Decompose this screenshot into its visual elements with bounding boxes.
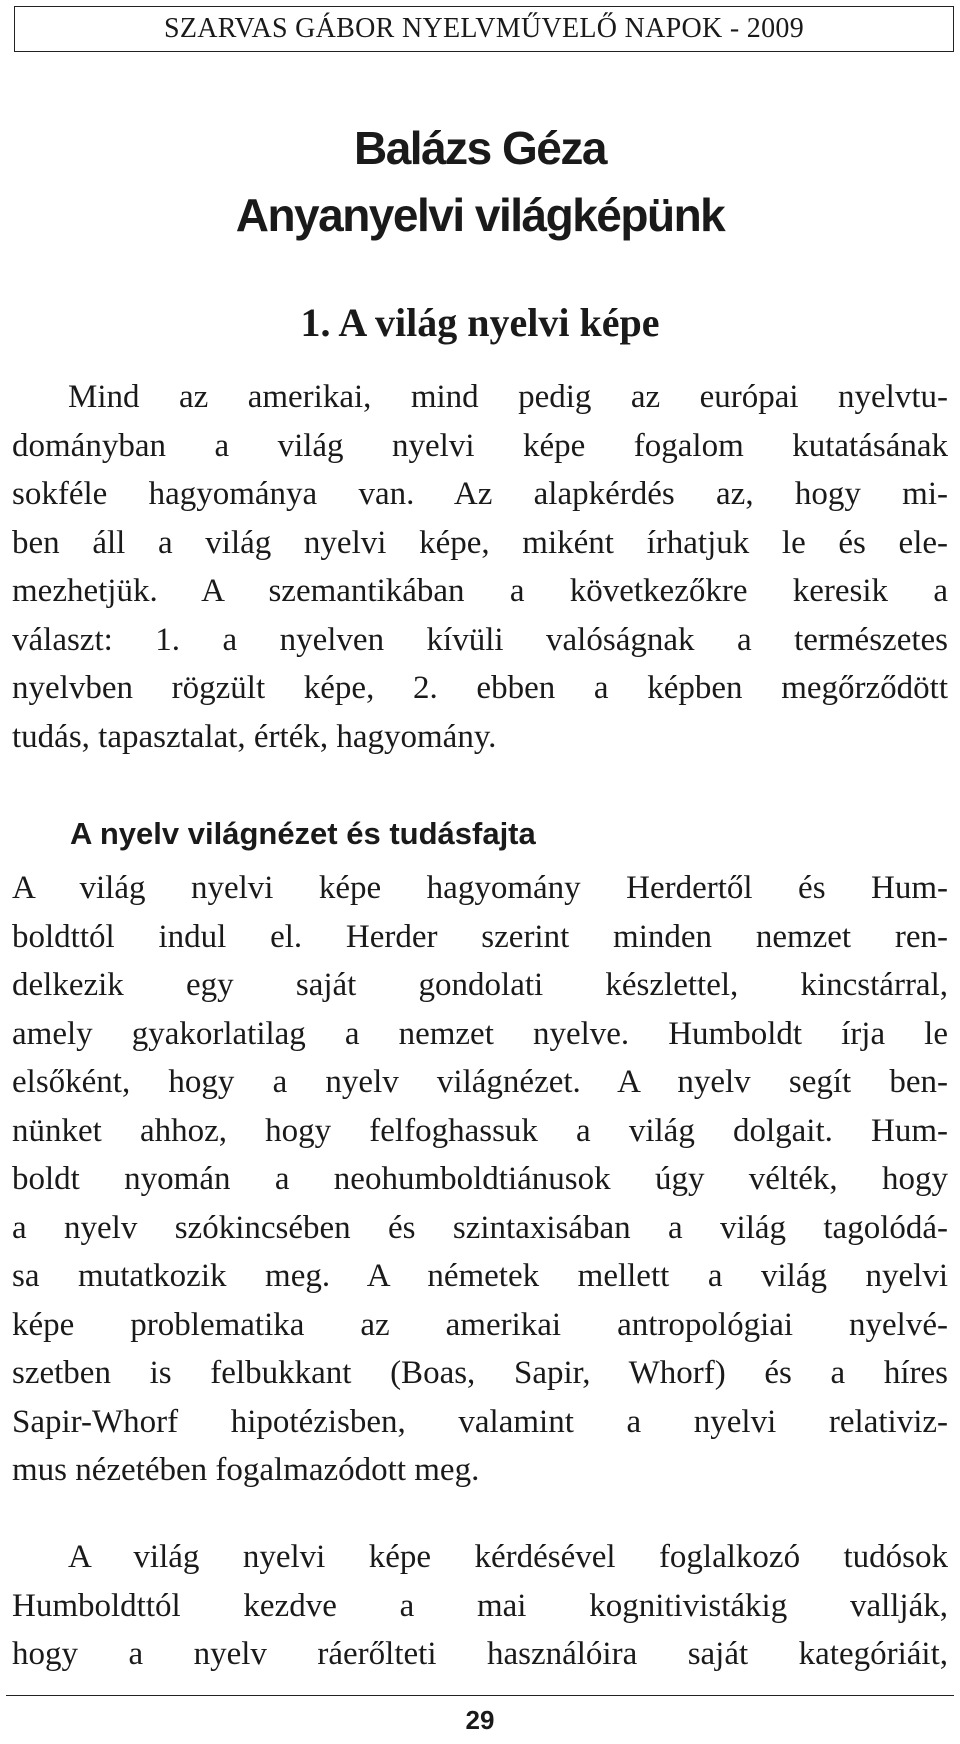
paragraph-line: A világ nyelvi képe kérdésével foglalkozó tudósok: [68, 1539, 948, 1575]
paragraph-line: boldttól indul el. Herder szerint minden nemzet ren-: [12, 918, 948, 955]
page-number: 29: [465, 1705, 495, 1735]
paragraph-line: nyelvben rögzült képe, 2. ebben a képben megőrződött: [12, 670, 948, 706]
subheading: A nyelv világnézet és tudásfajta: [70, 816, 536, 851]
section-heading: 1. A világ nyelvi képe: [300, 300, 660, 345]
paragraph-line: ben áll a világ nyelvi képe, miként írhatjuk le és ele-: [12, 524, 948, 561]
paragraph-line: dományban a világ nyelvi képe fogalom kutatásának: [12, 427, 948, 464]
paragraph-line: delkezik egy saját gondolati készlettel, kincstárral,: [12, 967, 948, 1003]
paragraph-line: nünket ahhoz, hogy felfoghassuk a világ dolgait. Hum-: [12, 1112, 948, 1149]
paragraph-3: [12, 1533, 948, 1679]
paragraph-line: tudás, tapasztalat, érték, hagyomány.: [12, 718, 497, 755]
paragraph-line: Humboldttól kezdve a mai kognitivistákig vallják,: [12, 1587, 948, 1624]
paragraph-line: boldt nyomán a neohumboldtiánusok úgy vélték, hogy: [12, 1161, 948, 1197]
paragraph-line: mezhetjük. A szemantikában a következőkre keresik a: [12, 573, 948, 609]
paragraph-line: a nyelv szókincsében és szintaxisában a világ tagolódá-: [12, 1209, 948, 1246]
paragraph-line: elsőként, hogy a nyelv világnézet. A nyelv segít ben-: [12, 1064, 948, 1100]
paragraph-line: amely gyakorlatilag a nemzet nyelve. Humboldt írja le: [12, 1015, 948, 1052]
article-title: Anyanyelvi világképünk: [235, 189, 725, 241]
running-header: SZARVAS GÁBOR NYELVMŰVELŐ NAPOK - 2009: [14, 6, 954, 52]
footer-rule: [6, 1695, 954, 1696]
paragraph-line: választ: 1. a nyelven kívüli valóságnak a természetes: [12, 621, 948, 658]
paragraph-2: [12, 864, 948, 1495]
paragraph-line: képe problematika az amerikai antropológiai nyelvé-: [12, 1306, 948, 1343]
paragraph-line: mus nézetében fogalmazódott meg.: [12, 1452, 480, 1488]
paragraph-line: hogy a nyelv ráerőlteti használóira saját kategóriáit,: [12, 1636, 948, 1672]
paragraph-line: sokféle hagyománya van. Az alapkérdés az, hogy mi-: [12, 476, 948, 512]
article-author: Balázs Géza: [354, 122, 606, 174]
paragraph-1: [12, 373, 948, 761]
paragraph-line: A világ nyelvi képe hagyomány Herdertől és Hum-: [12, 870, 948, 906]
paragraph-line: Mind az amerikai, mind pedig az európai nyelvtu-: [68, 379, 948, 415]
paragraph-line: Sapir-Whorf hipotézisben, valamint a nyelvi relativiz-: [12, 1403, 948, 1440]
paragraph-line: szetben is felbukkant (Boas, Sapir, Whorf) és a híres: [12, 1355, 948, 1391]
paragraph-line: sa mutatkozik meg. A németek mellett a világ nyelvi: [12, 1258, 948, 1294]
